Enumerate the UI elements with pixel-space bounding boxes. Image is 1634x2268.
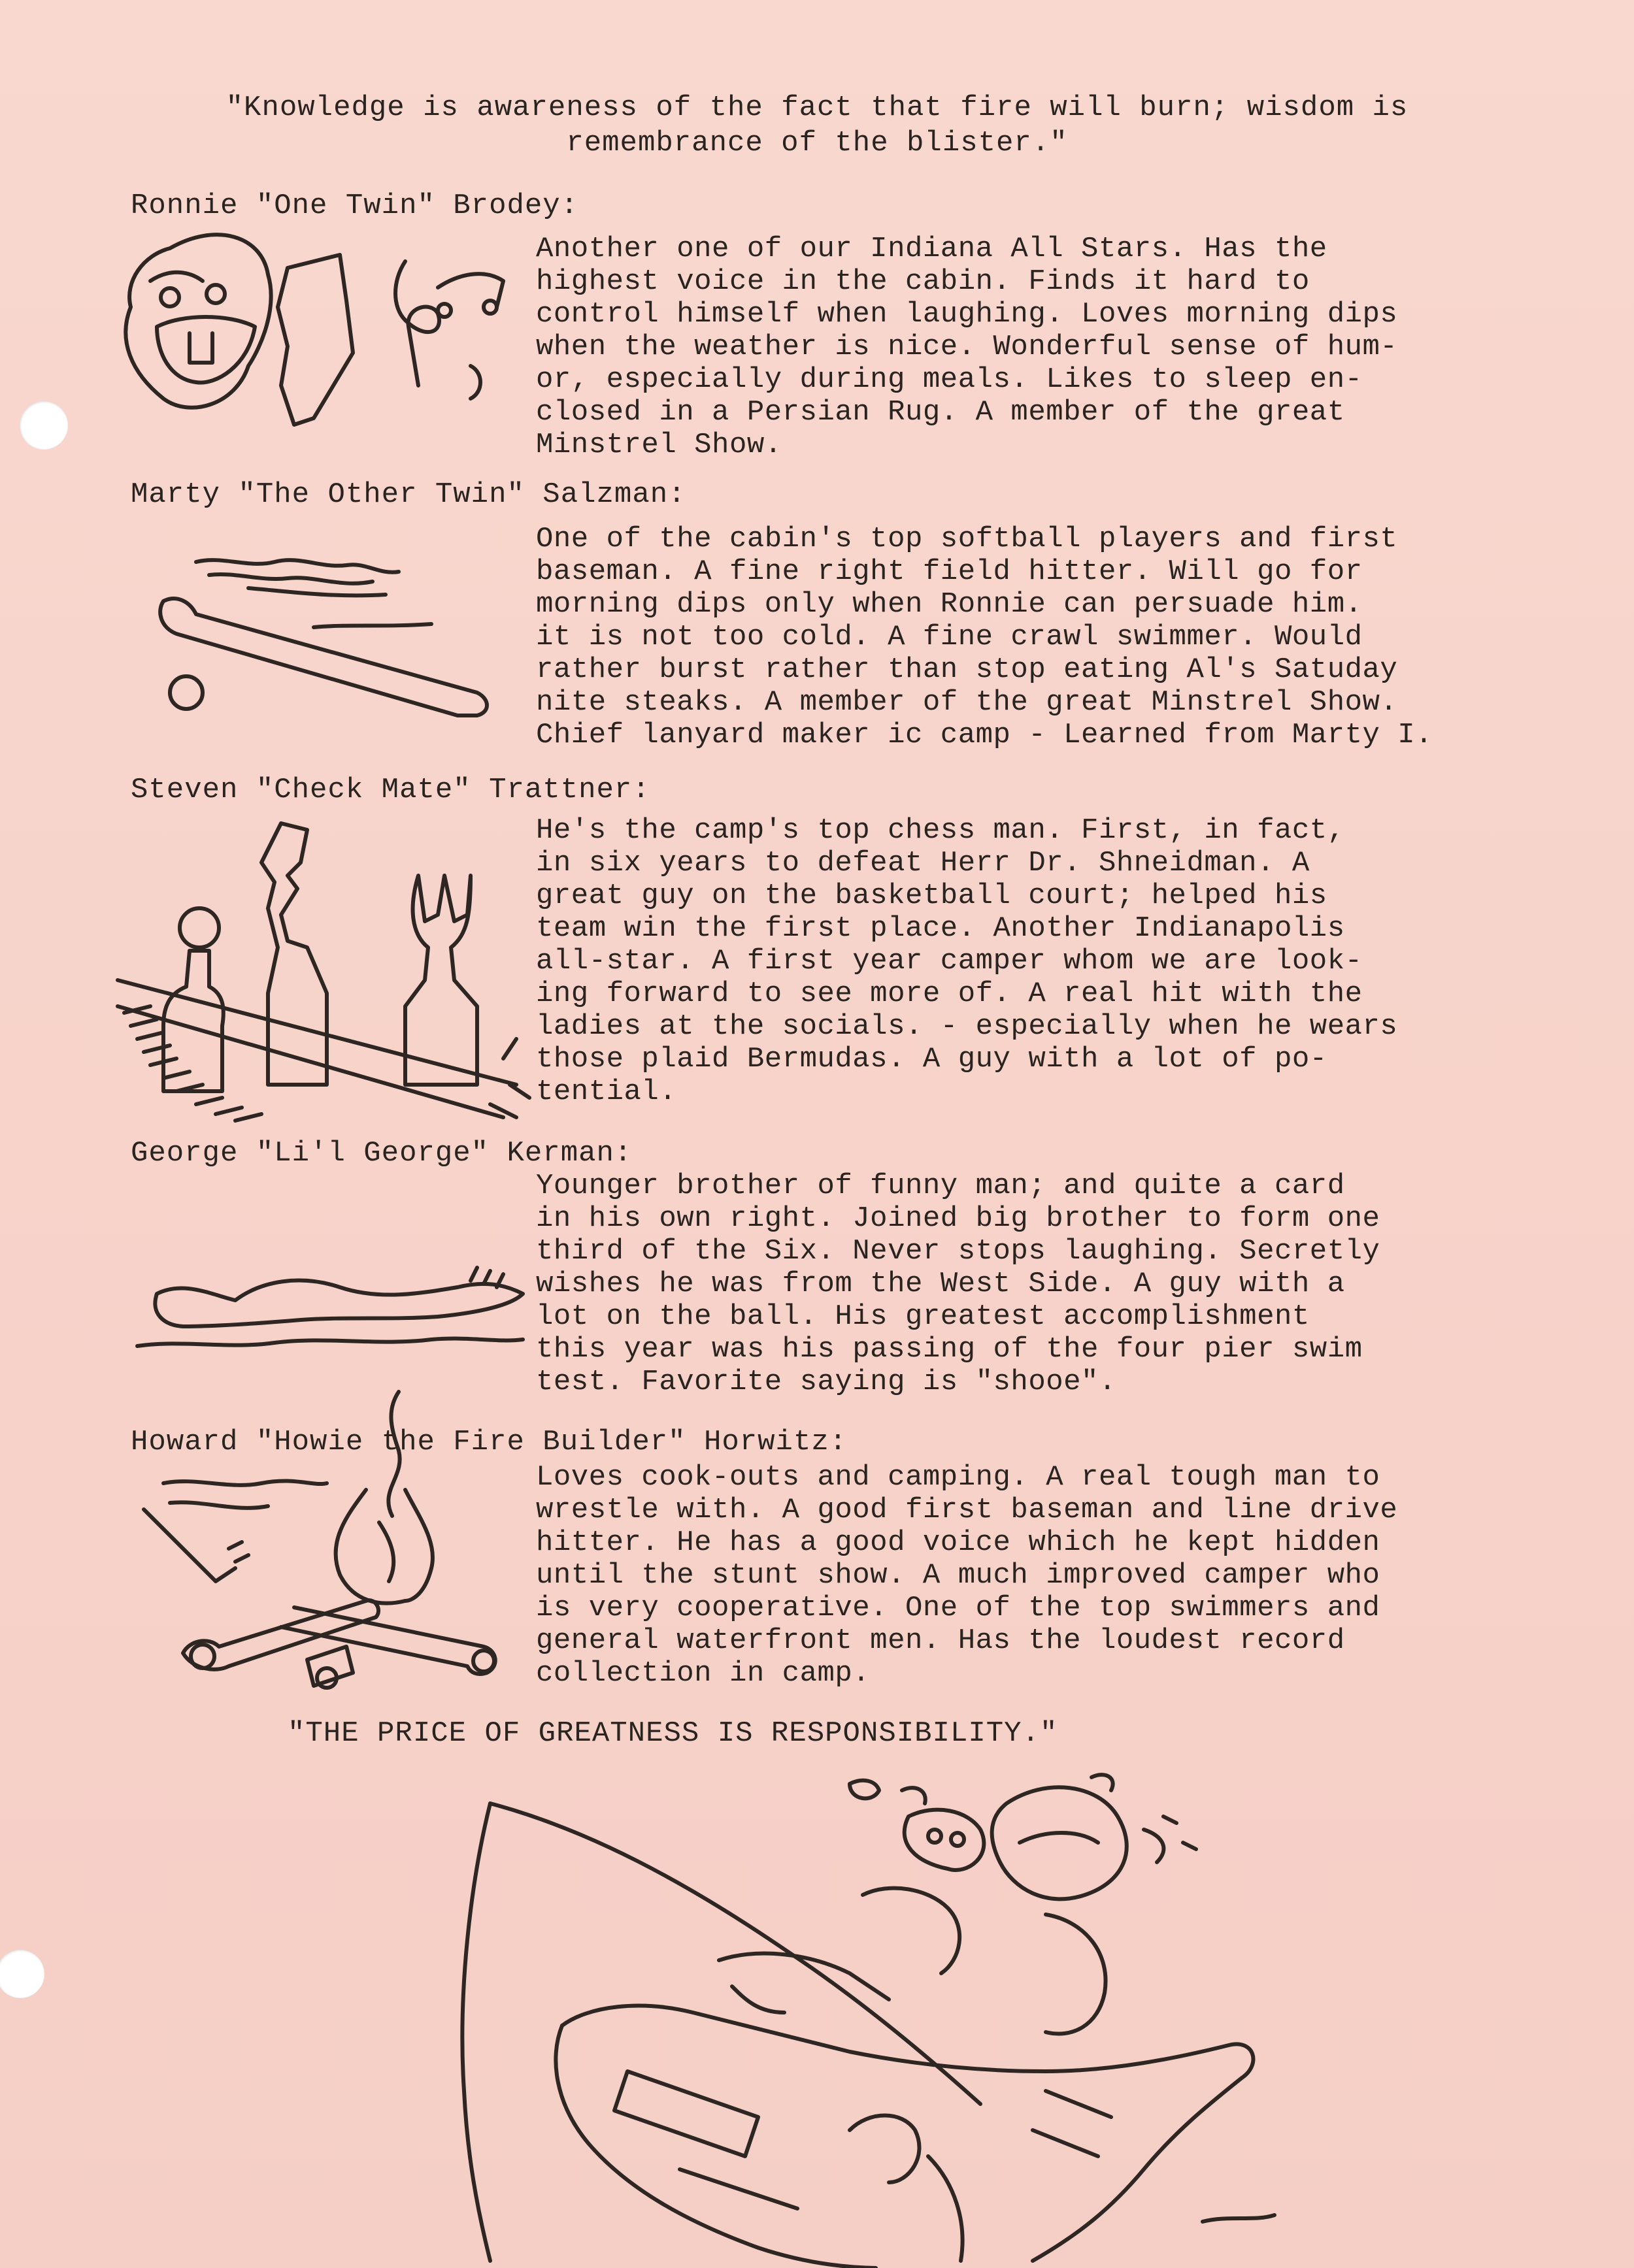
- camper-description-george: [536, 1170, 1556, 1398]
- description-line: those plaid Bermudas. A guy with a lot of po-: [536, 1043, 1327, 1076]
- description-line: tential.: [536, 1076, 677, 1108]
- description-line: collection in camp.: [536, 1657, 871, 1690]
- description-line: highest voice in the cabin. Finds it hard to: [536, 265, 1310, 298]
- description-line: wrestle with. A good first baseman and line drive: [536, 1494, 1398, 1526]
- description-line: Chief lanyard maker ic camp - Learned from Marty I.: [536, 719, 1433, 751]
- description-line: this year was his passing of the four pier swim: [536, 1333, 1363, 1366]
- camper-description-marty: [536, 523, 1556, 751]
- camper-name-steven: Steven "Check Mate" Trattner:: [131, 774, 650, 806]
- description-line: lot on the ball. His greatest accomplishment: [536, 1300, 1310, 1333]
- description-line: baseman. A fine right field hitter. Will go for: [536, 555, 1363, 588]
- description-line: He's the camp's top chess man. First, in fact,: [536, 814, 1345, 847]
- description-line: ladies at the socials. - especially when he wears: [536, 1010, 1398, 1043]
- description-line: nite steaks. A member of the great Minstrel Show.: [536, 686, 1398, 719]
- description-line: it is not too cold. A fine crawl swimmer. Would: [536, 621, 1363, 653]
- description-line: wishes he was from the West Side. A guy with a: [536, 1268, 1345, 1300]
- description-line: Loves cook-outs and camping. A real tough man to: [536, 1461, 1380, 1494]
- opening-quote: [131, 90, 1503, 161]
- camper-name-howard: Howard "Howie the Fire Builder" Horwitz:: [131, 1426, 848, 1458]
- description-line: closed in a Persian Rug. A member of the great: [536, 396, 1345, 429]
- description-line: all-star. A first year camper whom we are look-: [536, 945, 1363, 978]
- description-line: when the weather is nice. Wonderful sense of hum-: [536, 331, 1398, 363]
- description-line: test. Favorite saying is "shooe".: [536, 1366, 1116, 1398]
- description-line: is very cooperative. One of the top swimmers and: [536, 1592, 1380, 1624]
- motto-heading: "THE PRICE OF GREATNESS IS RESPONSIBILITY.": [288, 1717, 1058, 1750]
- description-line: great guy on the basketball court; helped his: [536, 879, 1327, 912]
- description-line: ing forward to see more of. A real hit with the: [536, 978, 1363, 1010]
- description-line: or, especially during meals. Likes to sleep en-: [536, 363, 1363, 396]
- camper-description-ronnie: [536, 233, 1556, 461]
- description-line: rather burst rather than stop eating Al's Satuday: [536, 653, 1398, 686]
- description-line: general waterfront men. Has the loudest record: [536, 1624, 1345, 1657]
- description-line: team win the first place. Another Indianapolis: [536, 912, 1345, 945]
- camper-description-steven: [536, 814, 1556, 1108]
- camper-description-howard: [536, 1461, 1556, 1690]
- punch-hole-top: [20, 401, 68, 450]
- description-line: hitter. He has a good voice which he kept hidden: [536, 1526, 1380, 1559]
- description-line: third of the Six. Never stops laughing. Secretly: [536, 1235, 1380, 1268]
- camper-name-ronnie: Ronnie "One Twin" Brodey:: [131, 189, 579, 222]
- description-line: until the stunt show. A much improved camper who: [536, 1559, 1380, 1592]
- description-line: Younger brother of funny man; and quite a card: [536, 1170, 1345, 1202]
- quote-line: "Knowledge is awareness of the fact that fire will burn; wisdom is: [225, 91, 1409, 124]
- description-line: in six years to defeat Herr Dr. Shneidman. A: [536, 847, 1310, 879]
- laughing-face-map-music-drawing: [118, 222, 536, 438]
- camper-name-marty: Marty "The Other Twin" Salzman:: [131, 478, 686, 511]
- description-line: One of the cabin's top softball players and first: [536, 523, 1398, 555]
- quote-line: remembrance of the blister.": [566, 127, 1068, 159]
- floating-swimmer-drawing: [131, 1255, 536, 1359]
- description-line: Minstrel Show.: [536, 429, 782, 461]
- description-line: morning dips only when Ronnie can persuade him.: [536, 588, 1363, 621]
- campfire-drawing: [131, 1385, 523, 1692]
- description-line: in his own right. Joined big brother to form one: [536, 1202, 1380, 1235]
- description-line: control himself when laughing. Loves morning dips: [536, 298, 1398, 331]
- chess-pieces-drawing: [111, 810, 542, 1137]
- camper-name-george: George "Li'l George" Kerman:: [131, 1137, 633, 1170]
- fishing-boat-drawing: [392, 1764, 1373, 2268]
- swimmer-and-bat-drawing: [150, 542, 516, 725]
- description-line: Another one of our Indiana All Stars. Has the: [536, 233, 1327, 265]
